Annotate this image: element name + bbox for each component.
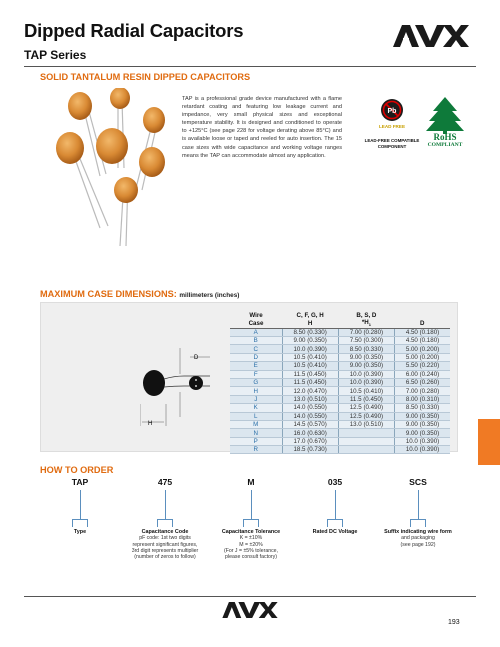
section-tab-marker <box>478 419 500 465</box>
cell-h1: 11.5 (0.450) <box>338 395 394 403</box>
cell-case: N <box>230 429 282 437</box>
order-label-line: (For J = ±5% tolerance, <box>223 547 279 554</box>
dimensions-units: millimeters (inches) <box>179 292 240 299</box>
order-connector <box>165 500 166 519</box>
order-label-title: Suffix indicating wire form <box>384 529 452 535</box>
header-wire-bsd: B, S, D <box>356 311 377 319</box>
leadfree-label: LEAD FREE <box>378 124 406 129</box>
order-label-suffix <box>368 529 468 548</box>
table-row <box>230 328 450 336</box>
table-row <box>230 345 450 353</box>
table-row <box>230 337 450 345</box>
cell-h: 14.0 (0.550) <box>282 404 338 412</box>
order-connector <box>251 500 252 519</box>
header-d: D <box>395 319 450 328</box>
header-h1: $*H_1$ <box>338 319 394 328</box>
header-wire: Wire <box>249 311 263 319</box>
capacitors-photo <box>40 88 176 250</box>
cell-h1: 10.0 (0.390) <box>338 370 394 378</box>
cell-h: 8.50 (0.330) <box>282 328 338 336</box>
cell-h: 11.5 (0.450) <box>282 378 338 386</box>
diagram-label-h: H <box>148 421 153 427</box>
cell-d: 6.50 (0.260) <box>395 378 450 386</box>
cell-h1: 8.50 (0.330) <box>338 345 394 353</box>
order-code-tolerance: M <box>247 477 255 487</box>
order-code-voltage: 035 <box>327 477 343 487</box>
cell-h1 <box>338 446 394 454</box>
order-bracket <box>327 519 343 527</box>
table-row <box>230 378 450 386</box>
order-connector <box>418 490 419 500</box>
order-connector <box>335 500 336 519</box>
cell-case: L <box>230 412 282 420</box>
order-connector <box>80 500 81 519</box>
cell-h: 9.00 (0.350) <box>282 337 338 345</box>
order-label-line: 3rd digit represents multiplier <box>131 547 199 554</box>
cell-d: 5.00 (0.200) <box>395 353 450 361</box>
cell-d: 4.50 (0.180) <box>395 328 450 336</box>
cell-h1: 7.00 (0.280) <box>338 328 394 336</box>
table-header-row <box>230 319 450 328</box>
cell-d: 4.50 (0.180) <box>395 337 450 345</box>
section-heading-case-dimensions <box>40 289 239 299</box>
order-connector <box>418 500 419 519</box>
cell-h1 <box>338 429 394 437</box>
table-row <box>230 429 450 437</box>
rohs-tree-icon <box>420 95 470 147</box>
cell-h: 14.5 (0.570) <box>282 420 338 428</box>
cell-case: R <box>230 446 282 454</box>
cell-case: K <box>230 404 282 412</box>
cell-h1: 13.0 (0.510) <box>338 420 394 428</box>
cell-d: 9.00 (0.350) <box>395 420 450 428</box>
rohs-badge <box>420 95 470 152</box>
order-bracket <box>243 519 259 527</box>
cell-h: 10.5 (0.410) <box>282 362 338 370</box>
table-row <box>230 362 450 370</box>
cell-case: A <box>230 328 282 336</box>
leadfree-badge <box>363 97 421 149</box>
table-row <box>230 446 450 454</box>
table-row <box>230 420 450 428</box>
case-dimensions-table <box>230 311 450 454</box>
order-label-capacitance <box>115 529 215 560</box>
cell-h1: 9.00 (0.350) <box>338 362 394 370</box>
table-row <box>230 370 450 378</box>
cell-d: 10.0 (0.390) <box>395 446 450 454</box>
cell-case: H <box>230 387 282 395</box>
cell-d: 8.00 (0.310) <box>395 395 450 403</box>
table-row <box>230 404 450 412</box>
cell-h: 17.0 (0.670) <box>282 437 338 445</box>
order-label-line: K = ±10% <box>239 535 263 542</box>
header-rule <box>24 66 476 67</box>
cell-h: 16.0 (0.630) <box>282 429 338 437</box>
table-row <box>230 412 450 420</box>
order-code-capacitance: 475 <box>157 477 173 487</box>
header-case: Case <box>230 319 282 328</box>
leadfree-caption: LEAD-FREE COMPATIBLE COMPONENT <box>364 138 420 149</box>
rohs-sub-label: COMPLIANT <box>427 142 463 147</box>
order-label-line: and packaging <box>401 535 435 542</box>
cell-d: 5.00 (0.200) <box>395 345 450 353</box>
series-subtitle: TAP Series <box>24 48 87 62</box>
cell-h1: 12.5 (0.490) <box>338 412 394 420</box>
order-bracket <box>72 519 88 527</box>
order-connector <box>335 490 336 500</box>
cell-case: F <box>230 370 282 378</box>
capacitor-outline-diagram <box>140 342 210 432</box>
dimensions-heading: MAXIMUM CASE DIMENSIONS: <box>40 289 177 299</box>
header-blank <box>395 311 450 319</box>
page-number: 193 <box>448 619 460 626</box>
cell-h1: 12.5 (0.490) <box>338 404 394 412</box>
svg-text:Pb: Pb <box>387 108 397 115</box>
order-label-line: please consult factory) <box>225 554 277 561</box>
order-connector <box>165 490 166 500</box>
order-connector <box>251 490 252 500</box>
series-description: TAP is a professional grade device manufactured with a flame retardant coating and featuring low leakage current and impedance, very small physical sizes and exceptional temperature stability. It is designed and conditioned to operate to +125°C (see page 228 for voltage derating above 85°C) and is available loose or taped and reeled for auto insertion. The 15 case sizes with wide capacitance and working voltage ranges means the TAP can accommodate almost any application. <box>182 96 342 159</box>
table-row <box>230 395 450 403</box>
order-bracket <box>410 519 426 527</box>
cell-h1: 7.50 (0.300) <box>338 337 394 345</box>
cell-h1: 9.00 (0.350) <box>338 353 394 361</box>
order-label-title: Rated DC Voltage <box>312 529 358 535</box>
order-label-line: represent significant figures, <box>132 541 198 548</box>
cell-h: 13.0 (0.510) <box>282 395 338 403</box>
order-bracket <box>157 519 173 527</box>
avx-logo <box>393 25 469 47</box>
cell-case: J <box>230 395 282 403</box>
rohs-label: RoHS <box>433 132 457 142</box>
order-code-type: TAP <box>71 477 89 487</box>
cell-h: 10.5 (0.410) <box>282 353 338 361</box>
diagram-label-d: D <box>194 355 199 361</box>
table-row <box>230 437 450 445</box>
cell-h1: 10.5 (0.410) <box>338 387 394 395</box>
page-title: Dipped Radial Capacitors <box>24 20 244 41</box>
table-row <box>230 387 450 395</box>
cell-d: 8.50 (0.330) <box>395 404 450 412</box>
cell-h: 14.0 (0.550) <box>282 412 338 420</box>
table-row <box>230 353 450 361</box>
header-wire-cfgh: C, F, G, H <box>296 311 324 319</box>
footer-rule <box>24 596 476 597</box>
cell-h1: 10.0 (0.390) <box>338 378 394 386</box>
order-label-title: Capacitance Tolerance <box>221 529 281 535</box>
order-label-line: pF code: 1st two digits <box>139 535 191 542</box>
cell-d: 9.00 (0.350) <box>395 429 450 437</box>
order-connector <box>80 490 81 500</box>
cell-d: 9.00 (0.350) <box>395 412 450 420</box>
cell-case: E <box>230 362 282 370</box>
cell-case: P <box>230 437 282 445</box>
table-header-row <box>230 311 450 319</box>
order-label-line: (see page 192) <box>400 541 436 548</box>
cell-case: G <box>230 378 282 386</box>
cell-h: 10.0 (0.390) <box>282 345 338 353</box>
avx-footer-logo <box>222 602 278 618</box>
cell-h: 11.5 (0.450) <box>282 370 338 378</box>
cell-case: D <box>230 353 282 361</box>
section-heading-how-to-order: HOW TO ORDER <box>40 465 114 475</box>
section-heading-solid-tantalum: SOLID TANTALUM RESIN DIPPED CAPACITORS <box>40 72 251 82</box>
header-h: H <box>282 319 338 328</box>
cell-d: 6.00 (0.240) <box>395 370 450 378</box>
leadfree-pb-icon <box>363 97 421 131</box>
cell-d: 10.0 (0.390) <box>395 437 450 445</box>
order-label-title: Type <box>73 529 87 535</box>
cell-case: M <box>230 420 282 428</box>
cell-case: C <box>230 345 282 353</box>
cell-d: 7.00 (0.280) <box>395 387 450 395</box>
order-label-line: (number of zeros to follow) <box>134 554 196 561</box>
order-code-suffix: SCS <box>409 477 427 487</box>
cell-case: B <box>230 337 282 345</box>
order-label-line: M = ±20% <box>239 541 263 548</box>
order-label-title: Capacitance Code <box>141 529 189 535</box>
cell-d: 5.50 (0.220) <box>395 362 450 370</box>
cell-h1 <box>338 437 394 445</box>
header-h1-text: *H <box>361 319 369 327</box>
cell-h: 12.0 (0.470) <box>282 387 338 395</box>
cell-h: 18.5 (0.730) <box>282 446 338 454</box>
